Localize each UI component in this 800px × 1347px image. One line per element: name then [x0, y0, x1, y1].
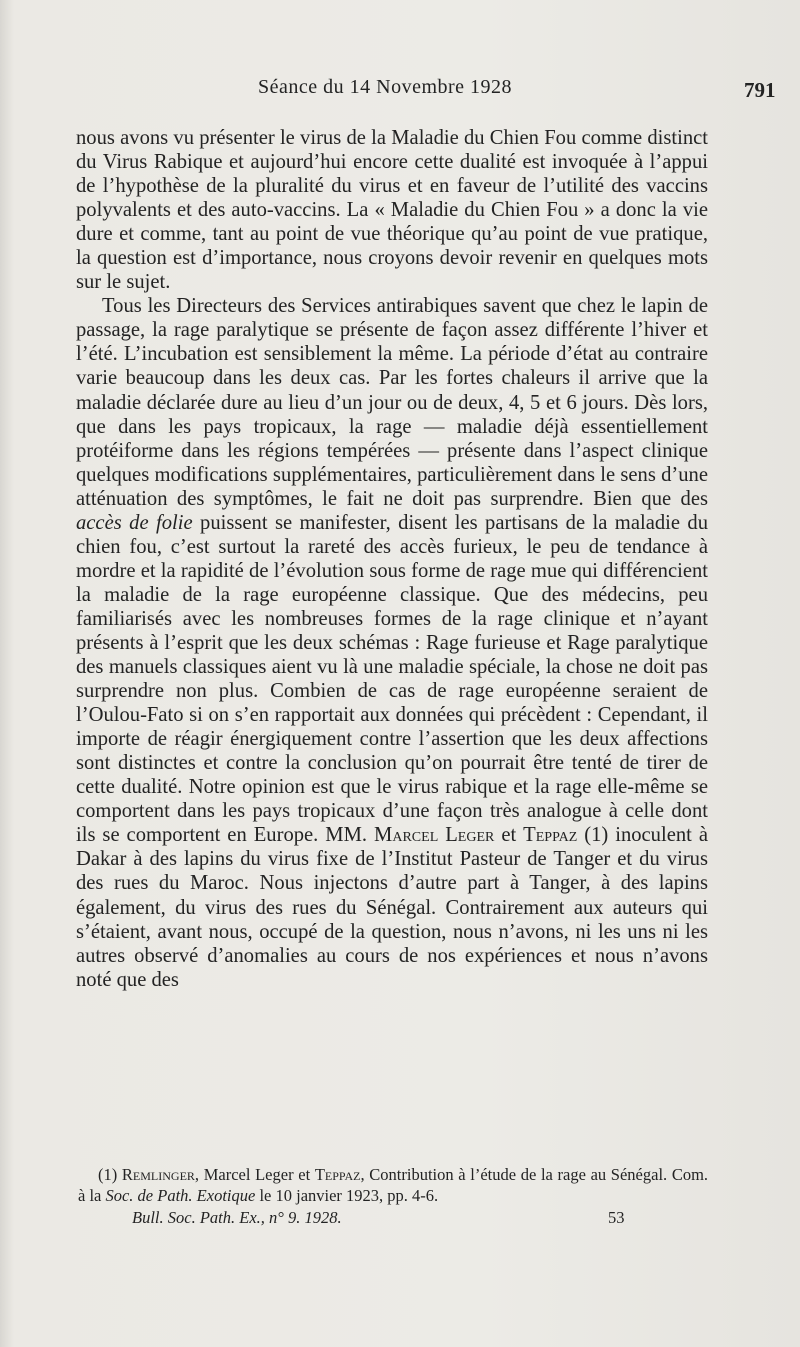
footnote-journal: Soc. de Path. Exotique — [105, 1186, 256, 1205]
paragraph-2-part-1: Tous les Directeurs des Services antirabiques savent que chez le lapin de passage, la rage paralytique se présente de façon assez différente l’hiver et l’été. L’incubation est sensiblement la même. La période d’état au contraire varie beaucoup dans les deux cas. Par les fortes chaleurs il arrive que la maladie déclarée dure au lieu d’un jour ou de deux, 4, 5 et 6 jours. Dès lors, que dans les pays tropicaux, la rage — maladie déjà essentiellement protéiforme dans les régions tempérées — présente dans l’aspect clinique quelques modifications supplémentaires, particulièrement dans le sens d’une atténuation des symptômes, le fait ne doit pas surprendre. Bien que des — [76, 295, 708, 510]
footnote-conjunction: et — [298, 1165, 311, 1184]
footnote-author: Teppaz — [314, 1165, 361, 1184]
footnote-reference: (1) — [584, 824, 609, 847]
paragraph-2 — [76, 294, 708, 991]
paragraph-2-part-2: puissent se manifester, disent les partisans de la maladie du chien fou, c’est surtout la rareté des accès furieux, le peu de tendance à mordre et la rapidité de l’évolution sous forme de rage mue qui différencient la maladie de la rage européenne classique. Que des médecins, peu familiarisés avec les nombreuses formes de la rage clinique et n’ayant présents à l’esprit que les deux schémas : Rage furieuse et Rage paralytique des manuels classiques aient vu là une maladie spéciale, la chose ne doit pas surprendre non plus. Combien de cas de rage européenne seraient de l’Oulou-Fato si on s’en rapportait aux données qui précèdent : Cependant, il importe de réagir énergiquement contre l’assertion que les deux affections sont distinctes et contre la conclusion qu’on pourrait être tenté de tirer de cette dualité. Notre opinion est que le virus rabique et la rage elle-même se comportent dans les pays tropicaux d’une façon très analogue à celle dont ils se comportent en Europe. MM. — [76, 511, 708, 847]
footer-journal: Bull. Soc. Path. Ex., n° 9. 1928. — [132, 1208, 342, 1227]
page-number: 791 — [744, 78, 776, 102]
sheet-number: 53 — [608, 1208, 625, 1227]
footnote-text: le 10 janvier 1923, pp. 4-6. — [259, 1186, 439, 1205]
footnote-text: , Contribution à l’étude de la rage au Sénégal. Com. à la — [78, 1165, 709, 1205]
author-name: Marcel Leger — [374, 824, 495, 847]
italic-phrase: accès de folie — [76, 511, 193, 534]
body-text — [76, 126, 708, 992]
footnote-author: Marcel Leger — [203, 1165, 294, 1184]
footnote-number: (1) — [98, 1165, 118, 1184]
running-header: Séance du 14 Novembre 1928 — [258, 76, 513, 98]
footnote: (1) Remlinger, Marcel Leger et Teppaz, Contribution à l’étude de la rage au Sénégal. Com. à la Soc. de Path. Exotique le 10 janvier 1923, pp. 4-6. — [78, 1165, 709, 1205]
conjunction: et — [501, 824, 517, 847]
paragraph-2-part-3: inoculent à Dakar à des lapins du virus fixe de l’Institut Pasteur de Tanger et du virus des rues du Maroc. Nous injectons d’autre part à Tanger, à des lapins également, du virus des rues du Sénégal. Contrairement aux auteurs qui s’étaient, avant nous, occupé de la question, nous n’avons, ni les uns ni les autres observé d’anomalies au cours de nos expériences et nous n’avons noté que des — [76, 824, 708, 991]
paragraph-1: nous avons vu présenter le virus de la Maladie du Chien Fou comme distinct du Virus Rabique et aujourd’hui encore cette dualité est invoquée à l’appui de l’hypothèse de la pluralité du virus et en faveur de l’utilité des vaccins polyvalents et des auto-vaccins. La « Maladie du Chien Fou » a donc la vie dure et comme, tant au point de vue théorique qu’au point de vue pratique, la question est d’importance, nous croyons devoir revenir en quelques mots sur le sujet. — [76, 127, 708, 294]
author-name: Teppaz — [523, 824, 578, 847]
footnote-author: Remlinger — [121, 1165, 195, 1184]
